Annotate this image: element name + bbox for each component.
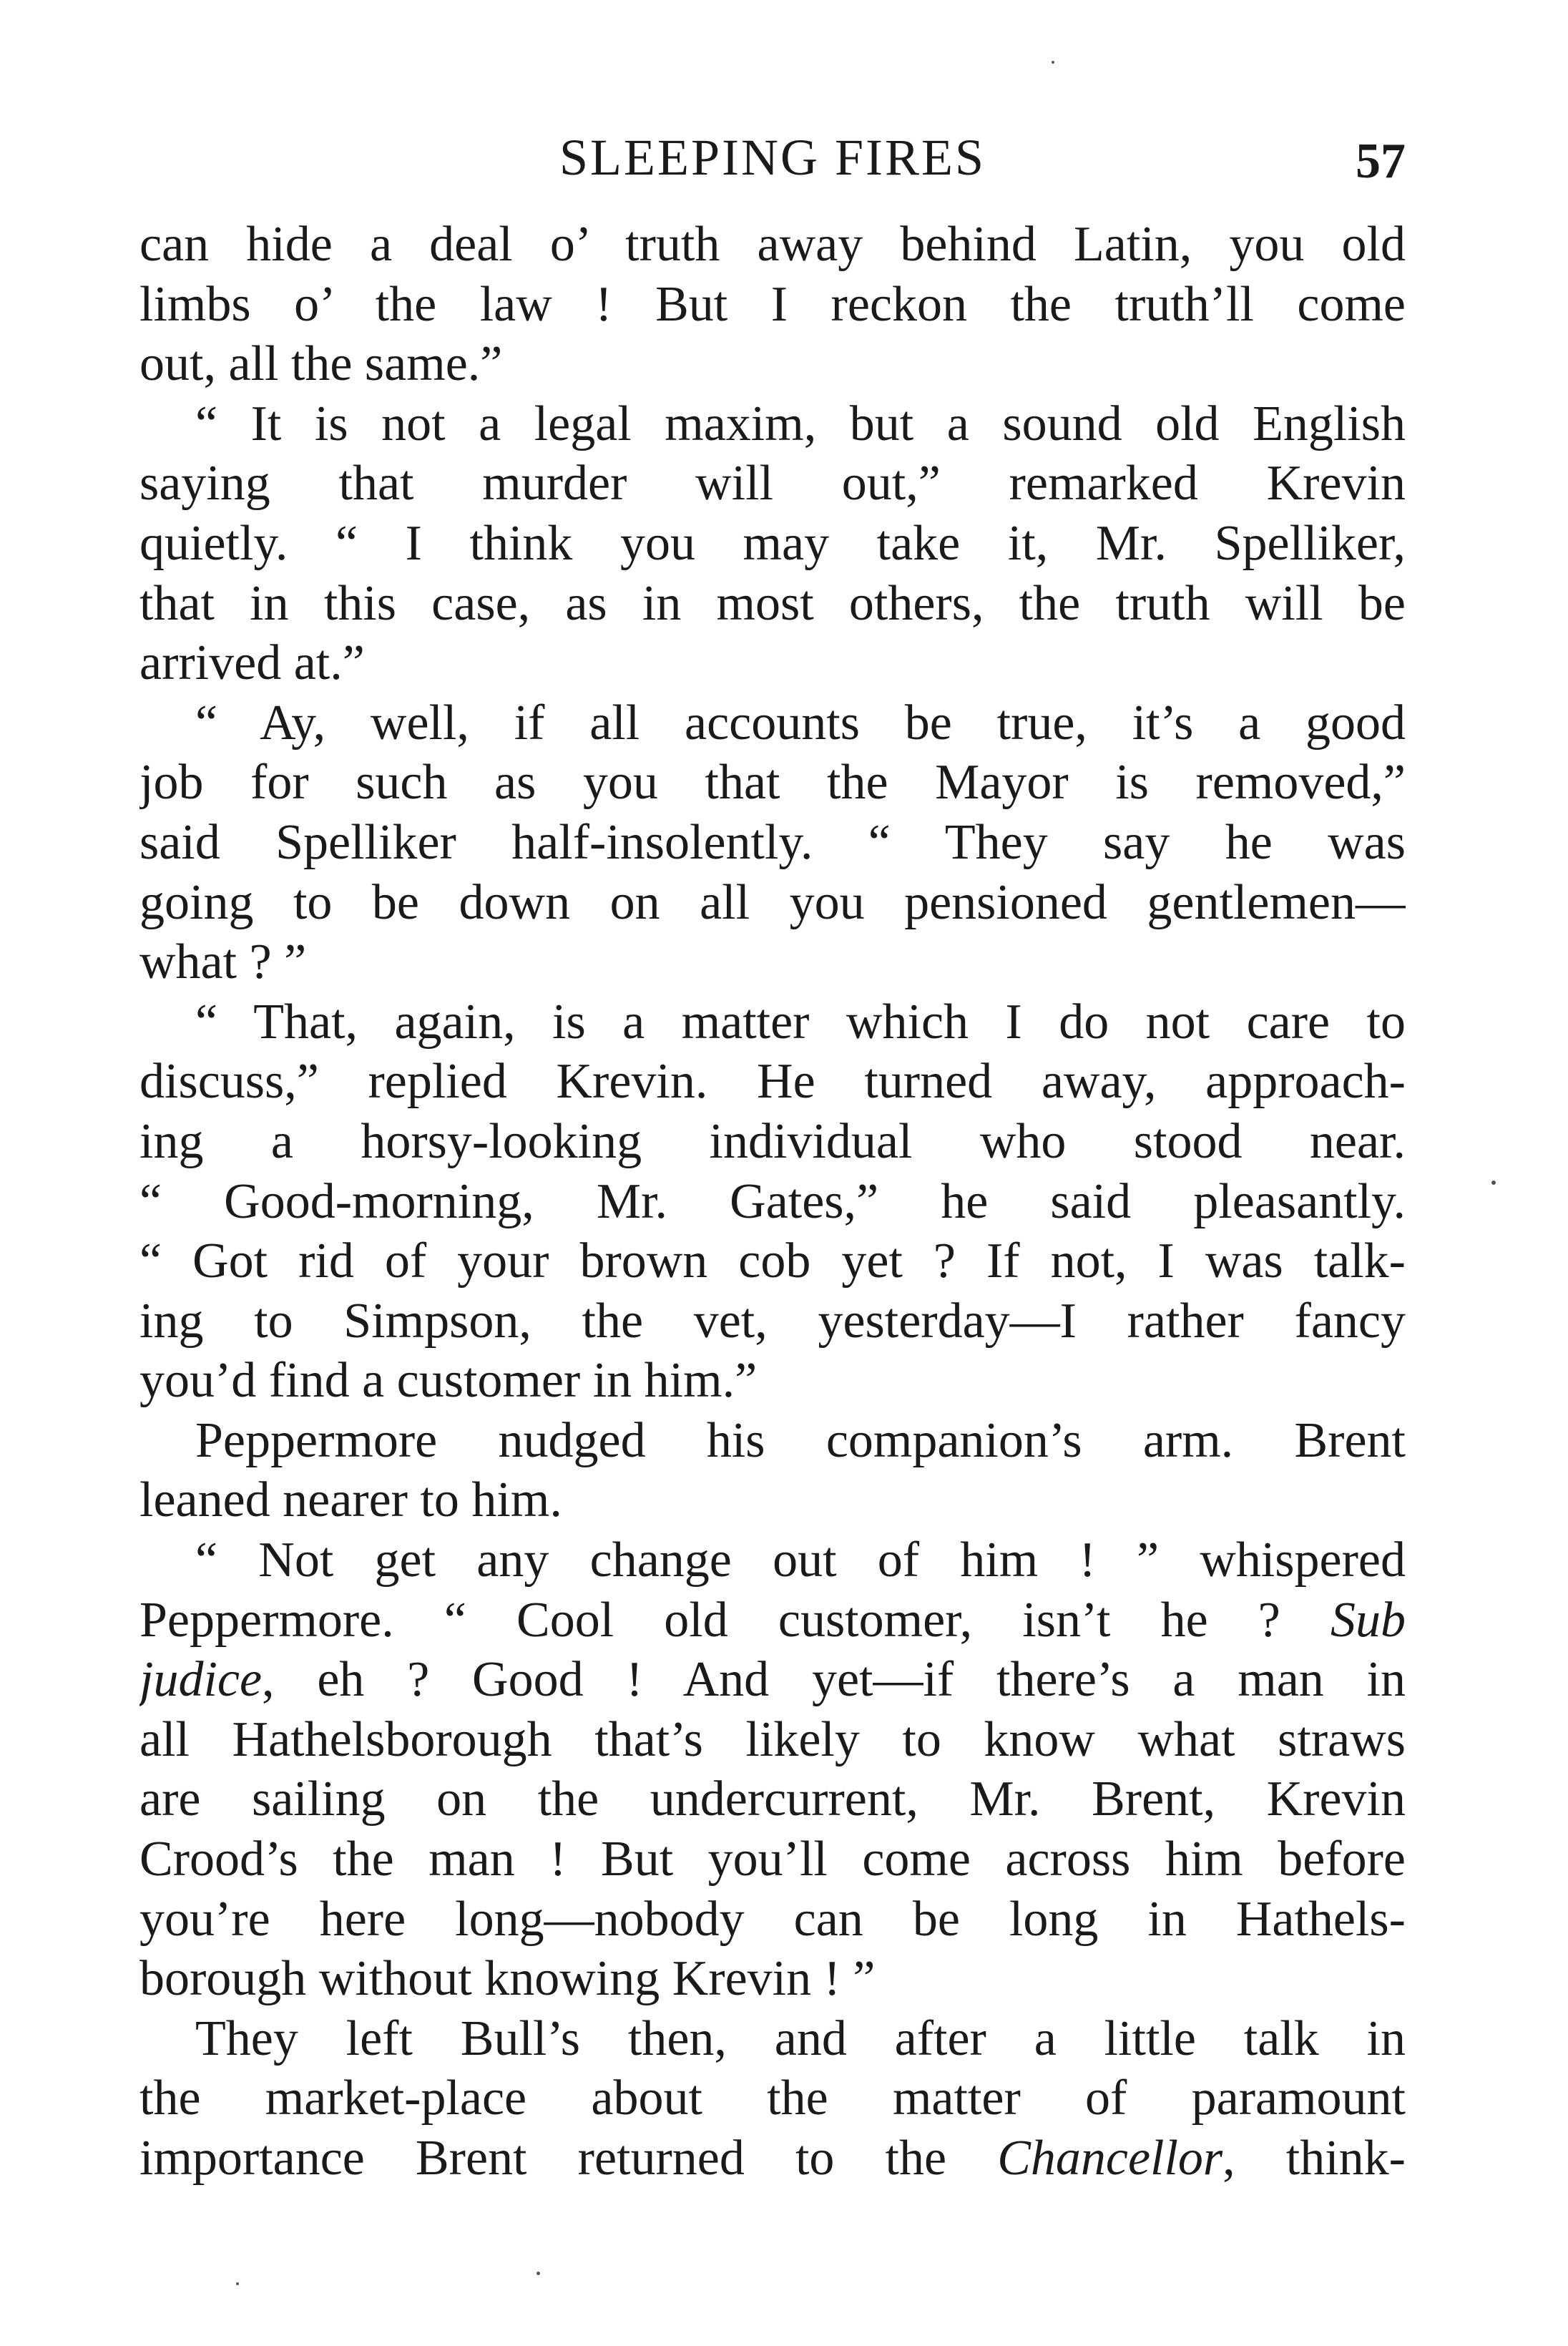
text-line: what ? ” [139,934,307,990]
text-line: quietly. “ I think you may take it, Mr. Spelliker, [139,515,1406,571]
running-title: SLEEPING FIRES [559,129,986,186]
text-line: “ It is not a legal maxim, but a sound old English [195,396,1406,451]
page-number: 57 [1356,134,1406,189]
text-line: ing to Simpson, the vet, yesterday—I rather fancy [139,1293,1406,1349]
italic-phrase: Chancellor [997,2131,1223,2186]
body-text [139,215,1406,2189]
text-line: job for such as you that the Mayor is removed,” [139,755,1406,811]
text-line: can hide a deal o’ truth away behind Latin, you old [139,217,1406,272]
text-line-segment: , eh ? Good ! And yet—if there’s a man in [262,1652,1406,1708]
text-line: “ Got rid of your brown cob yet ? If not, I was talk- [139,1233,1406,1289]
text-line: Crood’s the man ! But you’ll come across him before [139,1832,1406,1887]
scan-speck [1491,1181,1496,1185]
italic-phrase: Sub [1331,1592,1406,1648]
text-line: the market-place about the matter of paramount [139,2071,1406,2126]
text-line: limbs o’ the law ! But I reckon the truth’ll come [139,276,1406,332]
text-line-segment: , think- [1222,2131,1406,2186]
text-line: Peppermore nudged his companion’s arm. Brent [195,1412,1406,1468]
text-line [139,2128,1406,2189]
text-line: leaned nearer to him. [139,1472,562,1528]
text-line: that in this case, as in most others, the truth will be [139,575,1406,631]
text-line: out, all the same.” [139,336,503,392]
text-line: “ Ay, well, if all accounts be true, it’s a good [195,695,1406,751]
text-line-segment: importance Brent returned to the [139,2131,947,2186]
text-line: borough without knowing Krevin ! ” [139,1951,876,2007]
scan-speck [1052,61,1054,64]
text-line: you’d find a customer in him.” [139,1353,758,1409]
text-line: are sailing on the undercurrent, Mr. Brent, Krevin [139,1771,1406,1827]
text-line: said Spelliker half-insolently. “ They say he was [139,814,1406,870]
text-line: “ That, again, is a matter which I do not care to [195,994,1406,1050]
scan-speck [236,2282,239,2285]
text-line: arrived at.” [139,635,365,691]
text-line: all Hathelsborough that’s likely to know what straws [139,1711,1406,1767]
text-line [139,1650,1406,1710]
text-line: you’re here long—nobody can be long in Hathels- [139,1891,1406,1947]
scan-speck [536,2272,540,2275]
text-line-segment: Peppermore. “ Cool old customer, isn’t he ? [139,1592,1280,1648]
italic-phrase: judice [139,1652,263,1708]
text-line: going to be down on all you pensioned gentlemen— [139,874,1406,930]
text-line: discuss,” replied Krevin. He turned away, approach- [139,1054,1406,1110]
text-line: ing a horsy-looking individual who stood near. [139,1113,1406,1169]
text-line [139,1590,1406,1651]
text-line: “ Good-morning, Mr. Gates,” he said pleasantly. [139,1173,1406,1229]
text-line: saying that murder will out,” remarked Krevin [139,456,1406,512]
text-line: They left Bull’s then, and after a little talk in [195,2010,1406,2066]
text-line: “ Not get any change out of him ! ” whispered [195,1533,1406,1588]
running-head [139,122,1406,193]
